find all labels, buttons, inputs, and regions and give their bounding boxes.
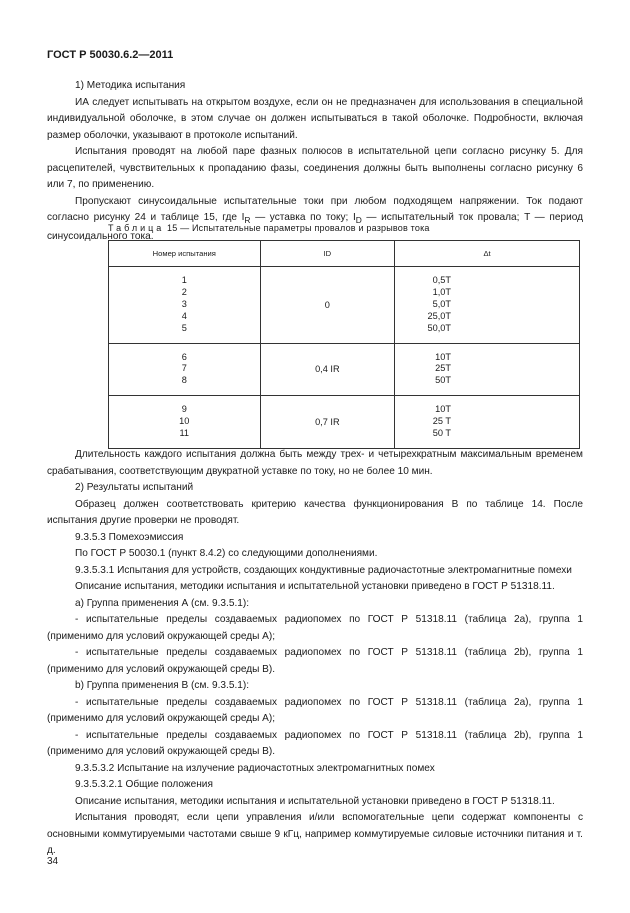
delta-t-value: 5,0T: [432, 298, 451, 309]
dt-cell-1: [395, 267, 580, 344]
paragraph-criterion: Образец должен соответствовать критерию качества функционирования В по таблице 14. После испытания другие проверки не проводят.: [47, 498, 583, 526]
delta-t-value: 25 T: [432, 416, 451, 427]
id-cell-3: 0,7 IR: [260, 396, 395, 449]
test-number: 6: [181, 351, 187, 362]
header-delta-t: Δt: [395, 241, 580, 267]
delta-t-value: 1,0T: [432, 286, 451, 297]
document-header: ГОСТ Р 50030.6.2—2011: [47, 49, 174, 61]
group-b-item-1: - испытательные пределы создаваемых радиопомех по ГОСТ Р 51318.11 (таблица 2а), группа 1 (применимо для условий окружающей среды А);: [47, 696, 583, 724]
method-section: [47, 78, 583, 245]
table-caption-text: 15 — Испытательные параметры провалов и разрывов тока: [164, 223, 430, 233]
heading-9-3-5-3-2-1: 9.3.5.3.2.1 Общие положения: [75, 779, 213, 790]
heading-9-3-5-3-2: 9.3.5.3.2 Испытание на излучение радиочастотных электромагнитных помех: [75, 762, 435, 774]
group-b-item-2: - испытательные пределы создаваемых радиопомех по ГОСТ Р 51318.11 (таблица 2b), группа 1 (применимо для условий окружающей среды В).: [47, 729, 583, 757]
paragraph-test-current: [47, 194, 583, 246]
table-header-row: [109, 241, 580, 267]
current-text-end: — испытательный ток провала; T — период синусоидального тока.: [47, 212, 583, 242]
paragraph-gost-ref: По ГОСТ Р 50030.1 (пункт 8.4.2) со следующими дополнениями.: [75, 548, 378, 559]
dt-cell-3: [395, 396, 580, 449]
current-text-mid: — уставка по току; I: [250, 212, 356, 223]
paragraph-enclosure: ИА следует испытывать на открытом воздухе, если он не предназначен для использования в специальной индивидуальной оболочке, в этом случае он должен испытываться в такой оболочке. Подробности, включая размер оболочки, указывают в протоколе испытаний.: [47, 96, 583, 141]
paragraph-test-description: Описание испытания, методики испытания и испытательной установки приведено в ГОСТ Р 51318.11.: [75, 581, 555, 592]
test-number: 2: [181, 286, 187, 297]
test-number: 4: [181, 310, 187, 321]
heading-9-3-5-3-1: 9.3.5.3.1 Испытания для устройств, создающих кондуктивные радиочастотные электромагнитные помехи: [75, 564, 572, 576]
page-number: 34: [47, 856, 59, 867]
dt-cell-2: [395, 343, 580, 396]
test-number: 5: [181, 322, 187, 333]
method-heading: 1) Методика испытания: [75, 80, 186, 91]
delta-t-value: 10T: [435, 404, 451, 415]
table-row-group-1: [109, 267, 580, 344]
table-row-group-2: [109, 343, 580, 396]
table-caption: [108, 223, 430, 233]
paragraph-duration: Длительность каждого испытания должна быть между трех- и четырехкратным максимальным временем срабатывания, соответствующим двукратной уставке по току, но не более 10 мин.: [47, 449, 583, 477]
test-number: 8: [181, 375, 187, 386]
group-a-item-2: - испытательные пределы создаваемых радиопомех по ГОСТ Р 51318.11 (таблица 2b), группа 1 (применимо для условий окружающей среды В).: [47, 647, 583, 675]
subscript-d: D: [355, 215, 362, 226]
table-row-group-3: [109, 396, 580, 449]
test-number: 1: [181, 275, 187, 285]
delta-t-value: 50 T: [432, 428, 451, 439]
id-cell-2: 0,4 IR: [260, 343, 395, 396]
tests-cell-1: [109, 267, 261, 344]
delta-t-value: 10T: [435, 351, 451, 362]
test-number: 7: [181, 363, 187, 374]
paragraph-phase-poles: Испытания проводят на любой паре фазных полюсов в испытательной цепи согласно рисунку 5. Для расцепителей, чувствительных к пропаданию фазы, соединения должны быть выполнены согласно рисунку 6 или 7, по применению.: [47, 146, 583, 190]
test-number: 9: [181, 404, 187, 415]
delta-t-value: 0,5T: [432, 275, 451, 285]
paragraph-switching-frequency: Испытания проводят, если цепи управления и/или вспомогательные цепи содержат компоненты с основными коммутируемыми частотами свыше 9 кГц, например коммутируемые силовые источники питания и т. д.: [47, 812, 583, 856]
delta-t-value: 25,0T: [427, 310, 451, 321]
test-number: 11: [179, 428, 190, 439]
paragraph-test-description-2: Описание испытания, методики испытания и испытательной установки приведено в ГОСТ Р 51318.11.: [75, 795, 555, 807]
group-b-heading: b) Группа применения В (см. 9.3.5.1):: [75, 680, 250, 691]
current-text-start: Пропускают синусоидальные испытательные токи при любом подходящем напряжении. Ток подают согласно рисунку 24 и таблице 15, где I: [47, 195, 583, 223]
id-cell-1: 0: [260, 267, 395, 344]
results-heading: 2) Результаты испытаний: [75, 482, 194, 493]
subscript-r: R: [244, 215, 251, 226]
delta-t-value: 50T: [435, 375, 451, 386]
group-a-item-1: - испытательные пределы создаваемых радиопомех по ГОСТ Р 51318.11 (таблица 2а), группа 1 (применимо для условий окружающей среды А);: [47, 614, 583, 642]
dip-parameters-table: [108, 240, 580, 449]
heading-9-3-5-3: 9.3.5.3 Помехоэмиссия: [75, 531, 184, 543]
tests-cell-3: [109, 396, 261, 449]
header-test-number: Номер испытания: [109, 241, 261, 267]
delta-t-value: 50,0T: [427, 322, 451, 333]
group-a-heading: а) Группа применения А (см. 9.3.5.1):: [75, 597, 250, 609]
header-id: ID: [260, 241, 395, 267]
test-number: 3: [181, 298, 187, 309]
delta-t-value: 25T: [435, 363, 451, 374]
test-number: 10: [179, 416, 190, 427]
emission-section: [47, 447, 583, 860]
table-caption-word: Таблица: [108, 223, 165, 233]
tests-cell-2: [109, 343, 261, 396]
